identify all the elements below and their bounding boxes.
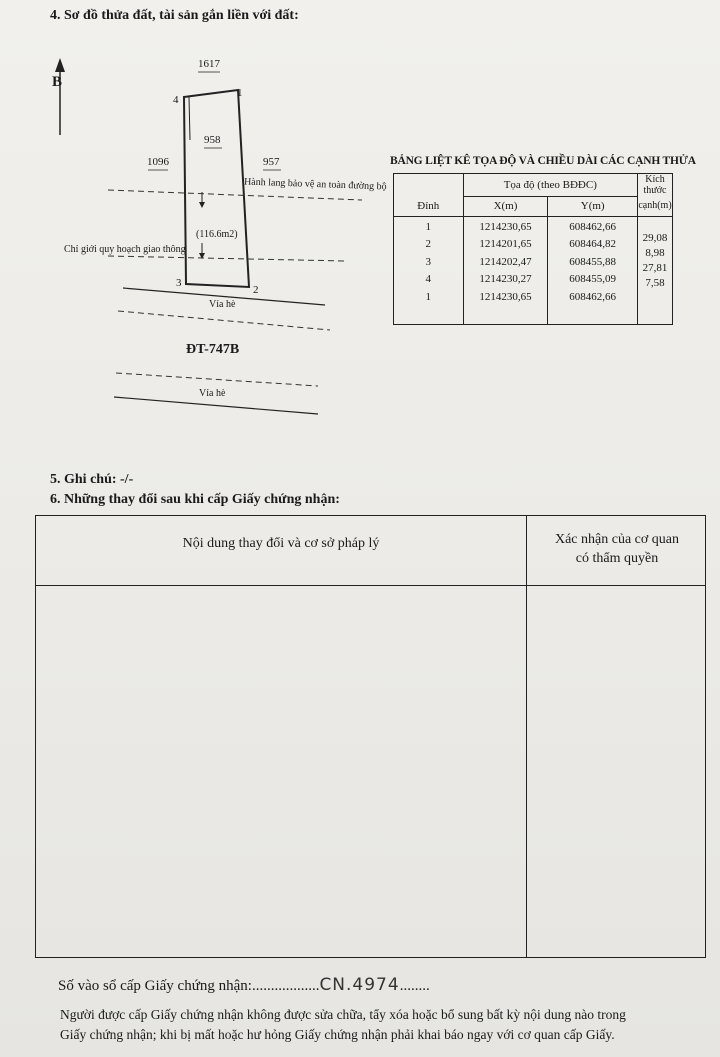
vertex-cell: 3 [425, 255, 432, 268]
y-cell: 608455,09 [569, 273, 617, 285]
vertex-cell: 1 [425, 220, 432, 233]
section-5-heading: 5. Ghi chú: -/- [50, 472, 134, 487]
parcel-right-label: 957 [263, 156, 280, 168]
notice-line-2: Giấy chứng nhận; khi bị mất hoặc hư hỏng Giấy chứng nhận phải khai báo ngay với cơ quan cấp Giấy. [60, 1027, 615, 1042]
north-arrow-head [55, 58, 65, 72]
size-header-1: Kích thước [637, 174, 672, 197]
size-header-2: cạnh(m) [637, 196, 672, 216]
corridor-line [108, 190, 362, 200]
road-edge-4 [114, 397, 318, 414]
section-6-heading: 6. Những thay đổi sau khi cấp Giấy chứng nhận: [50, 492, 340, 507]
sidewalk-label-1: Vỉa hè [209, 299, 236, 310]
changes-content-header: Nội dung thay đổi và cơ sở pháp lý [182, 536, 380, 551]
parcel-left-label: 1096 [147, 156, 169, 168]
road-label: ĐT-747B [186, 342, 240, 357]
sidewalk-label-2: Vỉa hè [199, 388, 226, 399]
road-edge-3 [116, 373, 318, 386]
notice-line-1: Người được cấp Giấy chứng nhận không được sửa chữa, tẩy xóa hoặc bổ sung bất kỳ nội dung nào trong [60, 1007, 626, 1022]
registry-dots-2: ........ [399, 978, 430, 994]
length-cell: 8,98 [645, 246, 665, 259]
registry-label: Số vào sổ cấp Giấy chứng nhận: [58, 978, 252, 994]
y-cell: 608462,66 [569, 290, 617, 303]
y-cell: 608455,88 [569, 255, 617, 268]
length-cell: 29,08 [642, 231, 668, 244]
parcel-main-label: 958 [204, 134, 221, 146]
registry-number: CN.4974 [319, 975, 400, 995]
section-4-heading: 4. Sơ đồ thửa đất, tài sản gắn liền với đất: [50, 8, 299, 23]
y-cell: 608462,66 [569, 220, 617, 233]
x-cell: 1214230,65 [479, 220, 532, 233]
coord-header: Tọa độ (theo BĐĐC) [463, 174, 637, 197]
confirm-header-line-2: có thẩm quyền [575, 551, 659, 566]
vertex-3-label: 3 [176, 277, 182, 289]
y-cell: 608464,82 [569, 238, 617, 250]
x-col-header: X(m) [463, 196, 548, 216]
vertex-1-label: 1 [237, 87, 243, 99]
corridor-label: Hành lang bảo vệ an toàn đường bộ [243, 176, 387, 193]
vertex-4-label: 4 [173, 94, 179, 106]
y-col-header: Y(m) [548, 196, 638, 216]
parcel-top-label: 1617 [198, 58, 220, 70]
changes-table [35, 515, 706, 958]
planning-label: Chỉ giới quy hoạch giao thông [64, 244, 186, 255]
registry-line [58, 975, 430, 995]
area-label: (116.6m2) [196, 229, 238, 240]
vertex-2-label: 2 [253, 284, 259, 296]
planning-line [108, 256, 345, 261]
registry-dots-1: .................. [251, 978, 320, 994]
length-cell: 27,81 [642, 261, 668, 274]
x-cell: 1214201,65 [479, 238, 532, 250]
length-cell: 7,58 [645, 276, 665, 289]
vertex-cell: 4 [425, 273, 432, 285]
x-cell: 1214230,65 [479, 290, 532, 303]
coord-table [393, 173, 673, 325]
vertex-cell: 2 [425, 238, 432, 250]
vertex-col-header: Đỉnh [394, 196, 464, 216]
x-cell: 1214202,47 [479, 255, 532, 268]
vertex-cell: 1 [425, 290, 432, 303]
coord-table-title: BẢNG LIỆT KÊ TỌA ĐỘ VÀ CHIỀU DÀI CÁC CẠNH THỬA [390, 155, 696, 167]
parcel-diagram [0, 0, 390, 430]
neighbour-line [189, 97, 190, 140]
changes-confirm-header [527, 530, 707, 568]
north-label: B [52, 74, 63, 90]
x-cell: 1214230,27 [479, 273, 532, 285]
road-edge-2 [118, 311, 330, 330]
confirm-header-line-1: Xác nhận của cơ quan [554, 532, 679, 547]
